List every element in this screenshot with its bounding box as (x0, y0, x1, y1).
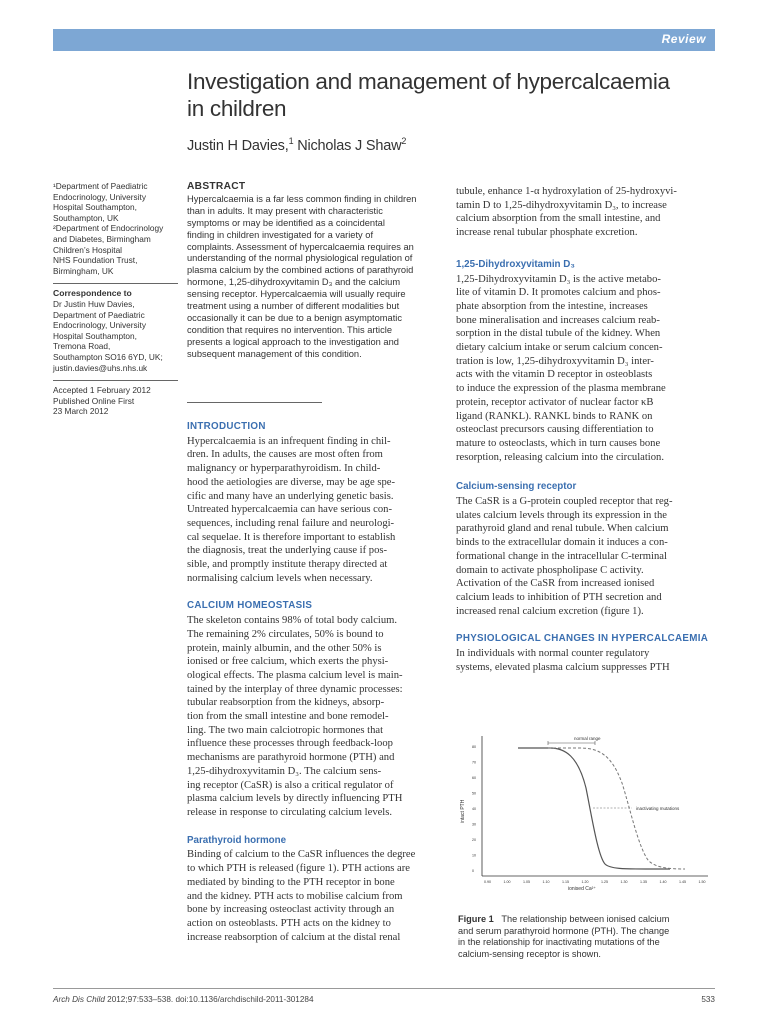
calcium-homeostasis-heading: CALCIUM HOMEOSTASIS (187, 600, 313, 612)
text-line: Activation of the CaSR from increased ionised (456, 578, 655, 590)
text-line: 1,25-Dihydroxyvitamin D₃ is the active metabo- (456, 273, 661, 285)
section-label: Review (661, 32, 706, 46)
caption-text: The relationship between ionised calcium (501, 914, 670, 924)
x-tick-label: 1.30 (620, 880, 628, 884)
text-line: treatment using a number of different modalities but (187, 301, 400, 312)
text-line: tubule, enhance 1-α hydroxylation of 25-hydroxyvi- (456, 186, 677, 197)
x-tick-label: 1.45 (679, 880, 686, 884)
journal-name: Arch Dis Child (53, 995, 105, 1004)
text-line: parathyroid gland and renal tubule. When calcium (456, 523, 669, 535)
right-column (456, 185, 714, 675)
physiological-changes-heading: PHYSIOLOGICAL CHANGES IN HYPERCALCAEMIA (456, 633, 709, 645)
caption-line (458, 914, 716, 926)
author-list (187, 136, 406, 154)
text-line: influence these processes through feedback-loop (187, 738, 393, 750)
text-line: domain to activate phospholipase C activity. (456, 564, 644, 576)
text-line: The skeleton contains 98% of total body calcium. (187, 615, 398, 627)
affiliations (53, 181, 181, 276)
text-line: sible, and promptly institute therapy directed at (187, 559, 388, 571)
figure-label: Figure 1 (458, 914, 494, 924)
parathyroid-hormone-text (187, 848, 443, 944)
author-name: Nicholas J Shaw (297, 137, 402, 154)
publication-dates (53, 385, 181, 417)
x-tick-label: 1.10 (542, 880, 550, 884)
abstract (187, 181, 445, 361)
text-line: Dr Justin Huw Davies, (53, 298, 135, 309)
text-line: sorption in the distal tubule of the kidney. When (456, 328, 661, 340)
y-tick-label: 60 (472, 776, 476, 780)
text-line: calcium leads to inhibition of PTH secretion and (456, 591, 662, 603)
author-affiliation-mark: 1 (288, 136, 294, 146)
x-tick-label: 1.50 (698, 880, 706, 884)
correspondence-heading: Correspondence to (53, 288, 132, 299)
parathyroid-hormone-heading: Parathyroid hormone (187, 834, 287, 846)
text-line: Hospital Southampton, (53, 330, 137, 341)
text-line: Accepted 1 February 2012 (53, 385, 151, 396)
calcium-sensing-receptor-heading: Calcium-sensing receptor (456, 481, 577, 493)
caption-line: in the relationship for inactivating mutations of the (458, 937, 660, 948)
text-line: Binding of calcium to the CaSR influences the degree (187, 849, 416, 861)
text-line: the diagnosis, treat the underlying cause if pos- (187, 545, 388, 557)
y-tick-label: 30 (472, 822, 476, 827)
x-tick-label: 1.35 (640, 880, 647, 884)
text-line: tubular reabsorption from the kidneys, absorp- (187, 697, 385, 709)
figure-caption (458, 914, 716, 961)
title-line: Investigation and management of hypercalcaemia (187, 69, 670, 94)
text-line: release in response to circulating calcium levels. (187, 806, 393, 818)
text-line: than in adults. It may present with characteristic (187, 205, 383, 216)
y-tick-label: 20 (472, 838, 476, 842)
text-line: sensing receptor. Hypercalcaemia will usually require (187, 289, 406, 300)
text-line: hormone, 1,25-dihydroxyvitamin D₃ and the calcium (187, 277, 401, 288)
text-line: sequences, including renal failure and neurologi- (187, 517, 395, 529)
text-line: The CaSR is a G-protein coupled receptor that reg- (456, 496, 673, 508)
text-line: action on osteoblasts. PTH acts on the kidney to (187, 917, 391, 929)
physiological-changes-text (456, 647, 714, 674)
text-line: tion from the small intestine and bone remodel- (187, 711, 389, 723)
text-line: tained by the interplay of three dynamic processes: (187, 683, 403, 695)
text-line: occasionally it can be due to a benign asymptomatic (187, 312, 402, 323)
text-line: increase reabsorption of calcium at the distal renal (187, 931, 401, 943)
calcium-homeostasis-text (187, 614, 443, 820)
text-line: Endocrinology, University (53, 191, 146, 202)
text-line: ological effects. The plasma calcium level is main- (187, 669, 403, 681)
footer-citation (53, 995, 314, 1004)
text-line: plasma calcium levels by directly influencing PTH (187, 793, 403, 805)
text-line: bone mineralisation and increases calcium reab- (456, 314, 660, 326)
caption-line: calcium-sensing receptor is shown. (458, 949, 601, 960)
text-line: increase renal tubular phosphate excretion. (456, 227, 638, 239)
text-line: acts with the vitamin D receptor in osteoblasts (456, 369, 653, 381)
text-line: ing receptor (CaSR) is also a critical regulator of (187, 779, 394, 791)
text-line: Endocrinology, University (53, 320, 146, 331)
sidebar-divider (53, 283, 178, 284)
text-line: bone by increasing osteoclast activity through an (187, 904, 395, 916)
text-line: dietary calcium intake or serum calcium concen- (456, 342, 663, 354)
text-line: protein, receptor activator of nuclear factor κB (456, 396, 654, 408)
text-line: presents a logical approach to the investigation and (187, 336, 399, 347)
page-number: 533 (701, 995, 715, 1004)
abstract-text (187, 194, 445, 361)
text-line: hood the aetiologies are diverse, may be age spe- (187, 476, 395, 488)
text-line: justin.davies@uhs.nhs.uk (53, 362, 148, 373)
text-line: finding in children investigated for a variety of (187, 229, 374, 240)
text-line: cal sequelae. It is therefore important to establish (187, 531, 396, 543)
footer-divider (53, 988, 715, 989)
text-line: NHS Foundation Trust, (53, 255, 138, 266)
text-line: Department of Paediatric (53, 309, 145, 320)
text-line: condition that requires no intervention. This article (187, 324, 392, 335)
author-affiliation-mark: 2 (401, 136, 407, 146)
x-tick-label: 1.40 (659, 880, 667, 884)
vitamin-d-text (456, 273, 714, 465)
text-line: Untreated hypercalcaemia can have serious con- (187, 504, 393, 516)
text-line: Hypercalcaemia is an infrequent finding in chil- (187, 435, 391, 447)
y-tick-label: 70 (472, 760, 476, 765)
text-line: lite of vitamin D. It promotes calcium and phos- (456, 287, 661, 299)
text-line: Tremona Road, (53, 341, 111, 352)
section-banner (53, 29, 715, 51)
text-line: resorption, releasing calcium into the circulation. (456, 451, 664, 463)
text-line: formational change in the intracellular C-terminal (456, 550, 667, 562)
text-line: osteoclast precursors causing differentiation to (456, 424, 654, 436)
text-line: Children’s Hospital (53, 244, 123, 255)
right-column-continued-text (456, 185, 714, 240)
text-line: Hospital Southampton, (53, 202, 137, 213)
text-line: to which PTH is released (figure 1). PTH actions are (187, 863, 410, 875)
text-line: binds to the extracellular domain it induces a con- (456, 537, 668, 549)
introduction-text (187, 435, 443, 586)
title-line: in children (187, 96, 287, 121)
text-line: mediated by binding to the PTH receptor in bone (187, 876, 395, 888)
left-column (187, 420, 443, 944)
vitamin-d-heading: 1,25-Dihydroxyvitamin D₃ (456, 258, 575, 270)
text-line: ²Department of Endocrinology (53, 223, 164, 234)
x-tick-label: 1.20 (581, 880, 589, 884)
text-line: mature to osteoclasts, which in turn causes bone (456, 437, 661, 449)
text-line: Published Online First (53, 395, 135, 406)
abstract-divider (187, 402, 322, 403)
x-tick-labels (484, 880, 706, 884)
text-line: Southampton SO16 6YD, UK; (53, 351, 163, 362)
text-line: to induce the expression of the plasma membrane (456, 383, 666, 395)
text-line: cific and many have an underlying genetic basis. (187, 490, 394, 502)
x-tick-label: 0.90 (484, 880, 491, 884)
text-line: subsequent management of this condition. (187, 348, 362, 359)
text-line: systems, elevated plasma calcium suppresses PTH (456, 661, 670, 673)
text-line: malignancy or hyperparathyroidism. In child- (187, 463, 381, 475)
text-line: Southampton, UK (53, 212, 119, 223)
text-line: ligand (RANKL). RANKL binds to RANK on (456, 410, 653, 422)
text-line: The remaining 2% circulates, 50% is bound to (187, 628, 384, 640)
y-tick-label: 50 (472, 791, 476, 796)
article-title (187, 68, 707, 122)
correspondence-address (53, 299, 181, 373)
text-line: and the kidney. PTH acts to mobilise calcium from (187, 890, 403, 902)
text-line: 1,25-dihydroxyvitamin D₃. The calcium sens- (187, 765, 382, 777)
text-line: symptoms or may be identified as a coincidental (187, 217, 385, 228)
x-axis-label: ionised Ca²⁺ (568, 886, 596, 892)
normal-range-label: normal range (574, 736, 601, 741)
text-line: understanding of the normal physiological regulation of (187, 253, 413, 264)
y-tick-labels (472, 745, 476, 873)
text-line: tration is low, 1,25-dihydroxyvitamin D₃ inter- (456, 355, 654, 367)
text-line: mechanisms are parathyroid hormone (PTH) and (187, 752, 395, 764)
author-name: Justin H Davies, (187, 137, 289, 154)
y-tick-label: 10 (472, 853, 476, 858)
text-line: Birmingham, UK (53, 265, 114, 276)
text-line: ¹Department of Paediatric (53, 181, 148, 191)
text-line: ionised or free calcium, which exerts the physi- (187, 656, 389, 668)
text-line: phate absorption from the intestine, increases (456, 300, 648, 312)
abstract-heading: ABSTRACT (187, 181, 246, 192)
y-tick-label: 40 (472, 807, 476, 811)
caption-line: and serum parathyroid hormone (PTH). The change (458, 925, 670, 936)
x-tick-label: 1.00 (503, 880, 511, 884)
text-line: plasma calcium by the combined actions of parathyroid (187, 265, 414, 276)
calcium-sensing-receptor-text (456, 495, 714, 618)
text-line: complaints. Assessment of hypercalcaemia requires an (187, 241, 414, 252)
y-tick-label: 80 (472, 745, 476, 749)
x-tick-label: 1.05 (523, 880, 530, 884)
y-axis-label: intact PTH (460, 799, 466, 823)
text-line: ling. The two main calciotropic hormones that (187, 724, 384, 736)
introduction-heading: INTRODUCTION (187, 421, 266, 432)
x-tick-label: 1.25 (601, 880, 608, 884)
text-line: 23 March 2012 (53, 406, 109, 417)
text-line: dren. In adults, the causes are most often from (187, 449, 383, 461)
text-line: In individuals with normal counter regulatory (456, 648, 650, 660)
x-tick-label: 1.15 (562, 880, 569, 884)
inactivating-mutations-label: inactivating mutations (636, 806, 680, 811)
text-line: tamin D to 1,25-dihydroxyvitamin D₃, to increase (456, 199, 667, 211)
text-line: ulates calcium levels through its expression in the (456, 509, 667, 521)
y-tick-label: 0 (472, 869, 474, 873)
text-line: protein, mainly albumin, and the other 50% is (187, 642, 382, 654)
text-line: normalising calcium levels when necessary. (187, 572, 373, 584)
article-sidebar (53, 181, 181, 417)
sidebar-divider (53, 380, 178, 381)
text-line: Hypercalcaemia is a far less common finding in children (187, 193, 417, 204)
citation-details: 2012;97:533–538. doi:10.1136/archdischild-2011-301284 (104, 995, 314, 1004)
text-line: increased renal calcium excretion (figure 1). (456, 605, 644, 617)
figure-1-graph (460, 728, 712, 908)
text-line: calcium absorption from the small intestine, and (456, 213, 661, 225)
text-line: and Diabetes, Birmingham (53, 233, 151, 244)
